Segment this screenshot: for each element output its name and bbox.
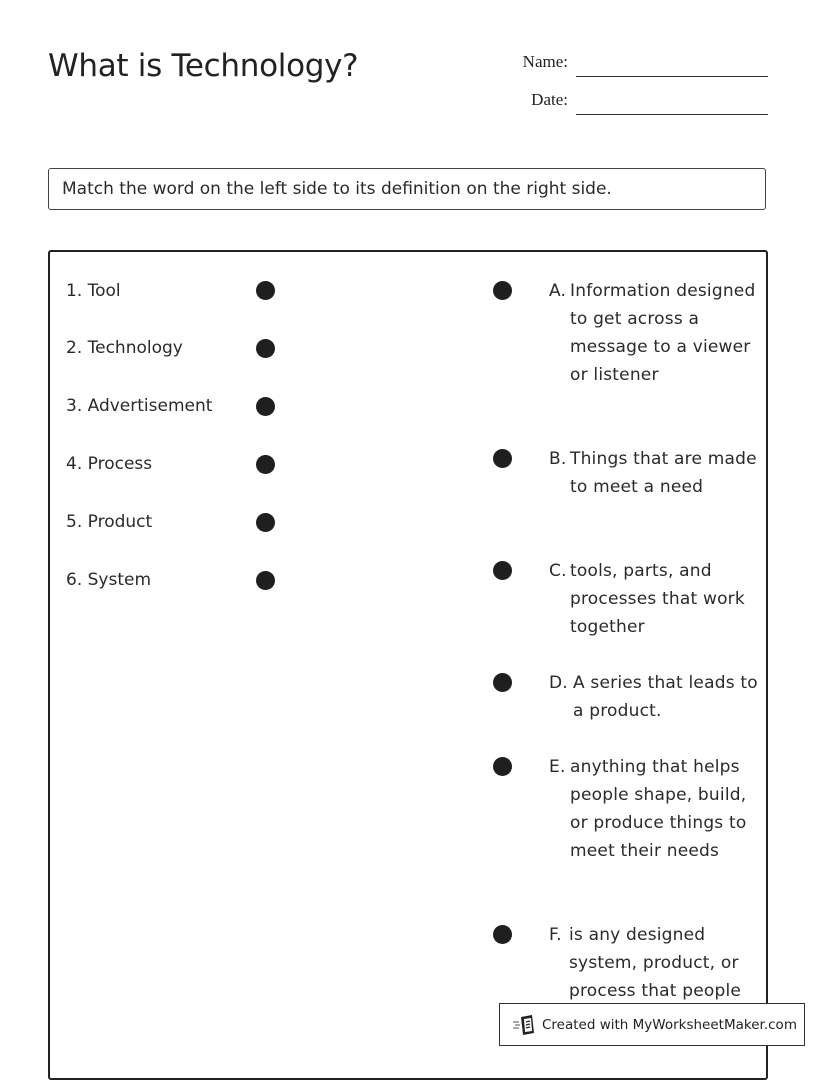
instructions-box: Match the word on the left side to its definition on the right side.	[48, 168, 766, 210]
definition-b	[549, 445, 759, 501]
credit-text: Created with MyWorksheetMaker.com	[542, 1016, 797, 1033]
term-1: 1. Tool	[66, 281, 121, 301]
definition-e	[549, 753, 759, 865]
definition-b-letter: B.	[549, 449, 567, 469]
worksheet-title: What is Technology?	[48, 48, 359, 84]
term-2-dot[interactable]	[256, 339, 275, 358]
definition-a-text: Information designed to get across a message to a viewer or listener	[570, 281, 756, 385]
definition-a-letter: A.	[549, 281, 567, 301]
definition-f	[549, 921, 759, 1005]
definition-c-letter: C.	[549, 561, 567, 581]
date-field[interactable]	[500, 90, 768, 120]
definition-e-letter: E.	[549, 757, 566, 777]
term-6-dot[interactable]	[256, 571, 275, 590]
term-5: 5. Product	[66, 512, 153, 532]
name-field[interactable]	[500, 52, 768, 82]
definition-c	[549, 557, 759, 641]
definition-f-text: is any designed system, product, or process that people	[569, 925, 742, 1001]
date-label: Date:	[531, 90, 568, 109]
date-line[interactable]	[576, 114, 768, 115]
term-6: 6. System	[66, 570, 152, 590]
definition-d-text: A series that leads to a product.	[573, 673, 758, 721]
term-3-dot[interactable]	[256, 397, 275, 416]
term-5-dot[interactable]	[256, 513, 275, 532]
name-line[interactable]	[576, 76, 768, 77]
term-4: 4. Process	[66, 454, 153, 474]
definition-f-letter: F.	[549, 925, 562, 945]
definition-a	[549, 277, 759, 389]
term-3: 3. Advertisement	[66, 396, 213, 416]
definition-c-dot[interactable]	[493, 561, 512, 580]
definition-f-dot[interactable]	[493, 925, 512, 944]
term-2: 2. Technology	[66, 338, 183, 358]
definition-a-dot[interactable]	[493, 281, 512, 300]
definition-e-text: anything that helps people shape, build, or produce things to meet their needs	[570, 757, 747, 861]
worksheet-maker-logo-icon	[512, 1014, 536, 1036]
definition-e-dot[interactable]	[493, 757, 512, 776]
definition-d-dot[interactable]	[493, 673, 512, 692]
name-label: Name:	[522, 52, 568, 71]
term-4-dot[interactable]	[256, 455, 275, 474]
definition-b-text: Things that are made to meet a need	[570, 449, 757, 497]
definition-d-letter: D.	[549, 673, 568, 693]
definition-d	[549, 669, 759, 725]
term-1-dot[interactable]	[256, 281, 275, 300]
definition-c-text: tools, parts, and processes that work together	[570, 561, 745, 637]
credit-badge[interactable]	[499, 1003, 805, 1046]
definition-b-dot[interactable]	[493, 449, 512, 468]
